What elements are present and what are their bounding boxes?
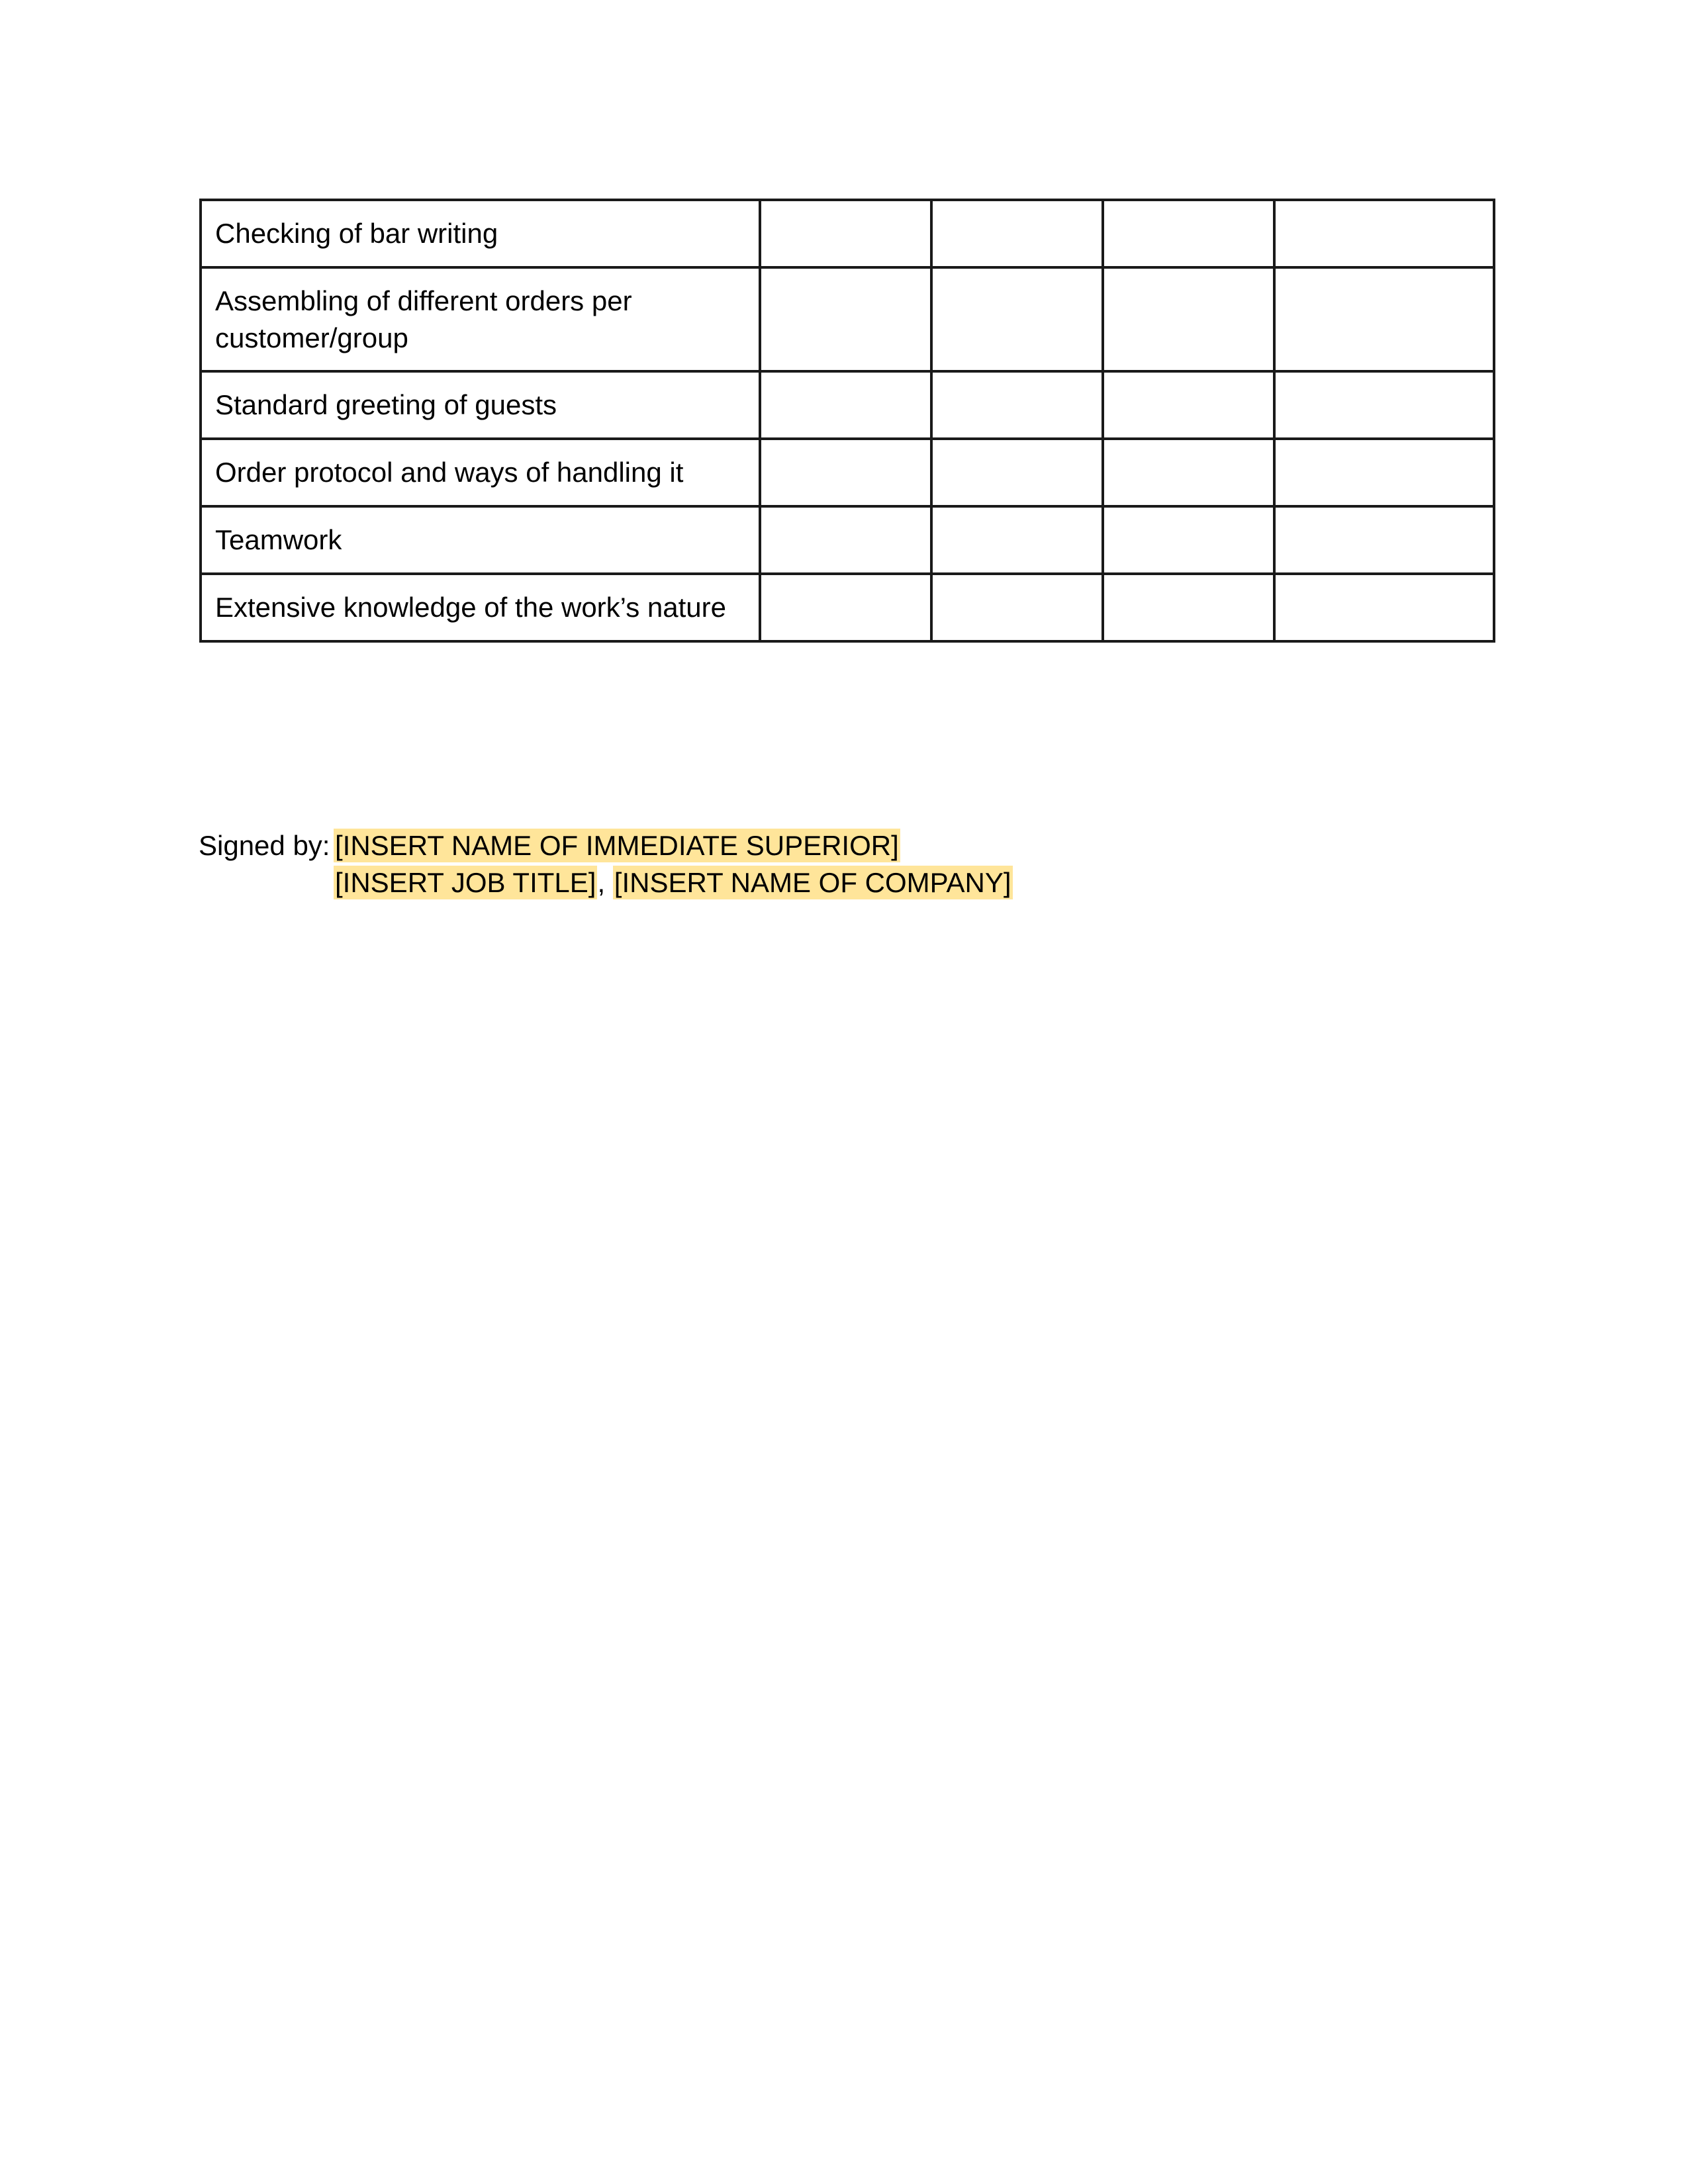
rating-cell [1103,371,1274,439]
rating-cell [1274,574,1494,641]
rating-cell [1103,506,1274,574]
rating-cell [931,200,1103,267]
rating-cell [760,200,931,267]
signature-separator: , [597,867,606,898]
skill-label: Assembling of different orders per customer/group [201,267,760,371]
skill-label: Teamwork [201,506,760,574]
table-row [201,371,1494,439]
skill-label: Standard greeting of guests [201,371,760,439]
rating-cell [931,267,1103,371]
rating-cell [1103,439,1274,506]
superior-name-placeholder: [INSERT NAME OF IMMEDIATE SUPERIOR] [335,830,899,861]
table-row [201,200,1494,267]
table-row [201,267,1494,371]
rating-cell [1274,371,1494,439]
rating-cell [931,574,1103,641]
company-name-placeholder: [INSERT NAME OF COMPANY] [614,867,1011,898]
rating-cell [760,439,931,506]
table-row [201,574,1494,641]
rating-cell [1274,200,1494,267]
rating-cell [931,506,1103,574]
job-title-placeholder: [INSERT JOB TITLE] [335,867,596,898]
table-row [201,439,1494,506]
skill-label: Order protocol and ways of handling it [201,439,760,506]
signature-line-title [199,864,1013,901]
rating-cell [760,506,931,574]
rating-cell [1274,506,1494,574]
skill-label: Extensive knowledge of the work’s nature [201,574,760,641]
rating-cell [1274,267,1494,371]
rating-cell [1103,200,1274,267]
rating-cell [760,267,931,371]
signature-block [199,827,1013,901]
skill-label: Checking of bar writing [201,200,760,267]
table-row [201,506,1494,574]
rating-cell [760,371,931,439]
rating-cell [931,439,1103,506]
rating-cell [1103,574,1274,641]
signature-line-name [199,827,1013,864]
rating-cell [931,371,1103,439]
skills-assessment-table [199,199,1495,643]
signed-by-label: Signed by: [199,830,330,861]
rating-cell [1274,439,1494,506]
rating-cell [760,574,931,641]
rating-cell [1103,267,1274,371]
